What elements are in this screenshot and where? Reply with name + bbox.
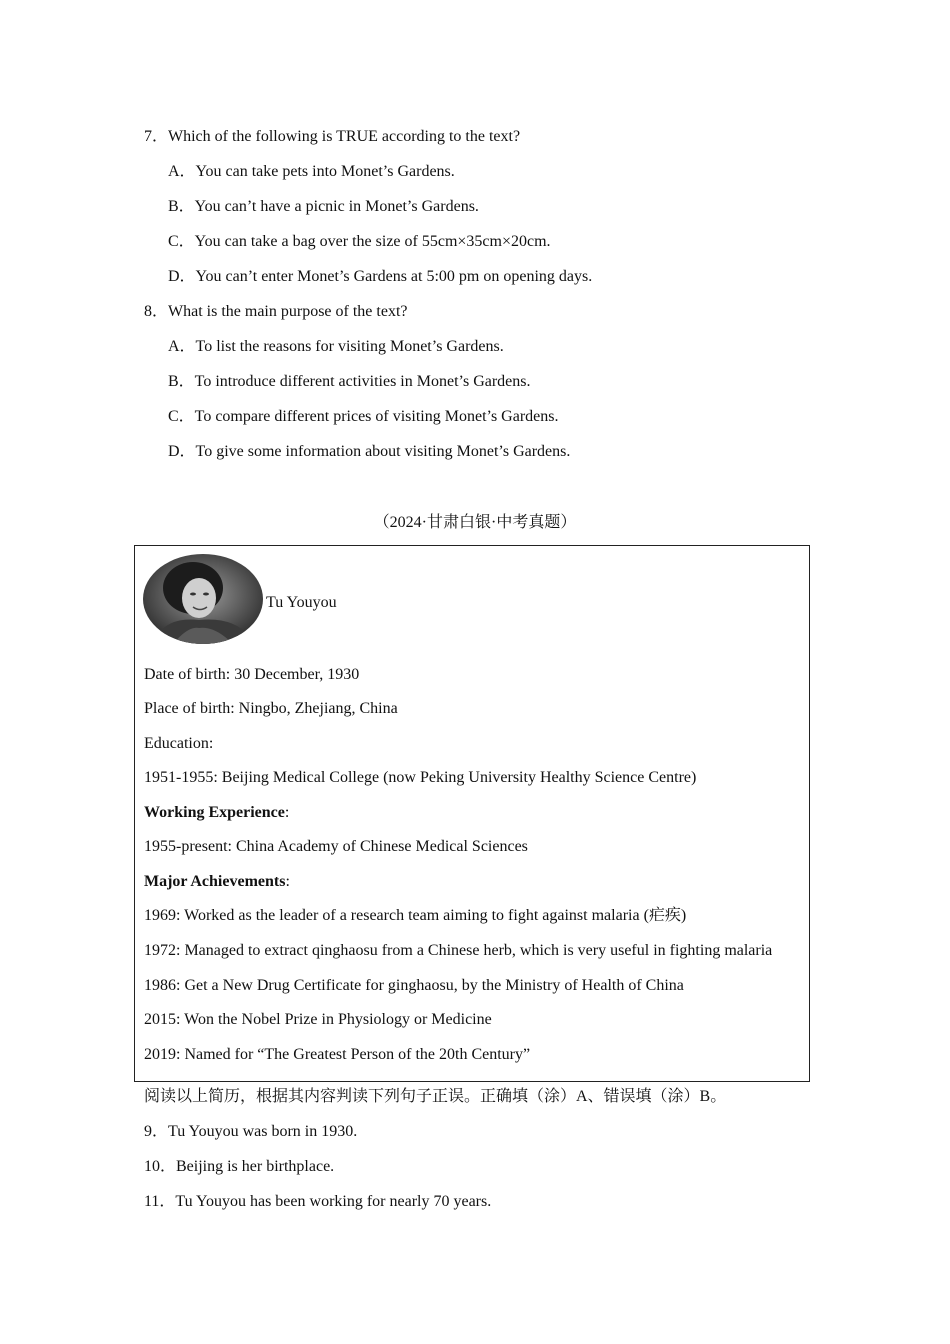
- birth-date: Date of birth: 30 December, 1930: [144, 666, 360, 683]
- question-7-option-c: C．You can take a bag over the size of 55cm×35cm×20cm.: [168, 233, 551, 250]
- work-colon: :: [284, 804, 290, 821]
- achievement-1969: 1969: Worked as the leader of a research team aiming to fight against malaria (疟疾): [144, 907, 687, 924]
- profile-name: Tu Youyou: [266, 594, 337, 611]
- exam-source: （2024·甘肃白银·中考真题）: [373, 514, 577, 531]
- education-entry: 1951-1955: Beijing Medical College (now Peking University Healthy Science Centre): [144, 769, 697, 786]
- work-heading: [144, 803, 289, 823]
- education-label: Education:: [144, 735, 214, 752]
- question-7-option-a: A．You can take pets into Monet’s Gardens.: [168, 163, 455, 180]
- achievement-1972: 1972: Managed to extract qinghaosu from a Chinese herb, which is very useful in fighting malaria: [144, 942, 773, 959]
- question-8-option-a: A．To list the reasons for visiting Monet’s Gardens.: [168, 338, 504, 355]
- question-8-option-c: C．To compare different prices of visiting Monet’s Gardens.: [168, 408, 559, 425]
- work-entry: 1955-present: China Academy of Chinese Medical Sciences: [144, 838, 528, 855]
- work-label: Working Experience: [144, 804, 285, 821]
- instruction-text: 阅读以上简历，根据其内容判读下列句子正误。正确填（涂）A、错误填（涂）B。: [144, 1088, 727, 1105]
- question-10: 10．Beijing is her birthplace.: [144, 1158, 335, 1175]
- achievements-label: Major Achievements: [144, 873, 286, 890]
- achievement-2019: 2019: Named for “The Greatest Person of the 20th Century”: [144, 1046, 531, 1063]
- question-8-option-d: D．To give some information about visiting Monet’s Gardens.: [168, 443, 571, 460]
- question-8-option-b: B．To introduce different activities in Monet’s Gardens.: [168, 373, 531, 390]
- achievement-1986: 1986: Get a New Drug Certificate for ginghaosu, by the Ministry of Health of China: [144, 977, 684, 994]
- achievement-2015: 2015: Won the Nobel Prize in Physiology or Medicine: [144, 1011, 492, 1028]
- achievements-colon: :: [285, 873, 290, 890]
- question-11: 11．Tu Youyou has been working for nearly 70 years.: [144, 1193, 492, 1210]
- birth-place: Place of birth: Ningbo, Zhejiang, China: [144, 700, 398, 717]
- question-9: 9．Tu Youyou was born in 1930.: [144, 1123, 358, 1140]
- portrait-photo: [143, 554, 263, 644]
- question-8-stem: 8．What is the main purpose of the text?: [144, 303, 408, 320]
- question-7-option-b: B．You can’t have a picnic in Monet’s Gardens.: [168, 198, 479, 215]
- profile-card: [134, 545, 810, 1082]
- achievements-heading: [144, 872, 290, 892]
- question-7-stem: 7．Which of the following is TRUE according to the text?: [144, 128, 521, 145]
- question-7-option-d: D．You can’t enter Monet’s Gardens at 5:00 pm on opening days.: [168, 268, 593, 285]
